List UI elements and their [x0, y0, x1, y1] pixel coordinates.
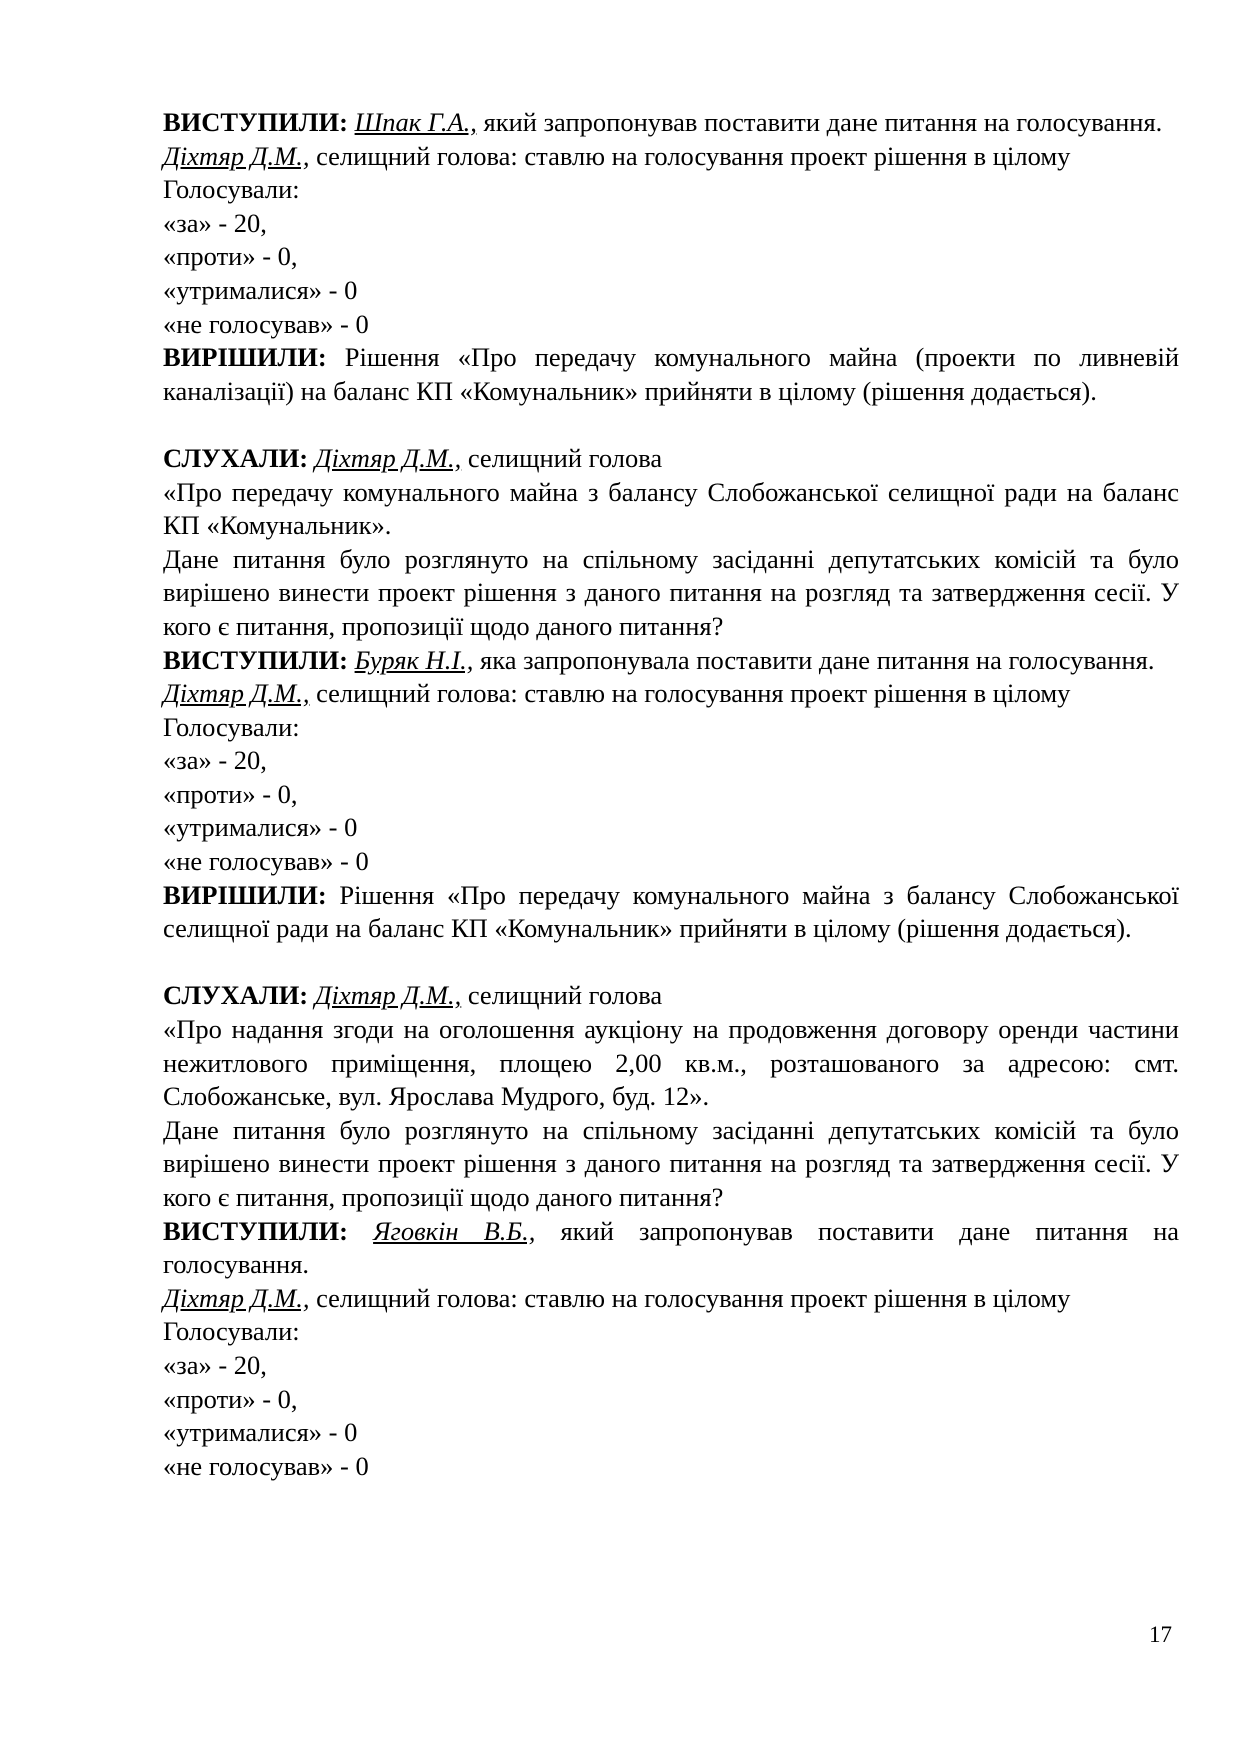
- topic-paragraph: «Про передачу комунального майна з балансу Слобожанської селищної ради на баланс КП «Комунальник».: [163, 476, 1179, 541]
- decision-text: Рішення «Про передачу комунального майна з балансу Слобожанської селищної ради на баланс КП «Комунальник» прийняти в цілому (рішення додається).: [163, 879, 1179, 944]
- page-number: 17: [1149, 1622, 1172, 1647]
- speaker-text: який запропонував поставити дане питання на голосування.: [476, 107, 1163, 137]
- speakers-paragraph: [163, 644, 1179, 678]
- heard-name: Діхтяр Д.М.,: [314, 442, 462, 473]
- chair-paragraph: [163, 1282, 1179, 1316]
- chair-text: селищний голова: ставлю на голосування проект рішення в цілому: [309, 140, 1071, 171]
- speakers-label: ВИСТУПИЛИ:: [163, 644, 348, 675]
- voted-label: Голосували:: [163, 174, 300, 205]
- chair-name: Діхтяр Д.М.,: [163, 1282, 310, 1313]
- speakers-paragraph: [163, 1215, 1179, 1282]
- heard-label: СЛУХАЛИ:: [163, 442, 309, 473]
- voted-label: Голосували:: [163, 711, 300, 742]
- vote-not-voted: «не голосував» - 0: [163, 846, 369, 877]
- vote-abstained: «утрималися» - 0: [163, 812, 358, 843]
- chair-paragraph: [163, 677, 1179, 711]
- vote-against: «проти» - 0,: [163, 778, 298, 809]
- heard-label: СЛУХАЛИ:: [163, 980, 309, 1011]
- speaker-text: яка запропонувала поставити дане питання на голосування.: [473, 644, 1155, 675]
- vote-for: «за» - 20,: [163, 1349, 267, 1380]
- chair-paragraph: [163, 140, 1179, 174]
- vote-for: «за» - 20,: [163, 207, 267, 238]
- vote-against: «проти» - 0,: [163, 1383, 298, 1414]
- vote-not-voted: «не голосував» - 0: [163, 308, 369, 339]
- section-spacer: [163, 946, 1179, 980]
- decision-paragraph: [163, 879, 1179, 946]
- heard-paragraph: [163, 979, 1179, 1013]
- heard-name: Діхтяр Д.М.,: [314, 980, 462, 1011]
- speaker-name: Буряк Н.І.,: [354, 644, 474, 675]
- chair-text: селищний голова: ставлю на голосування проект рішення в цілому: [309, 678, 1071, 709]
- decision-paragraph: [163, 341, 1179, 408]
- discussion-paragraph: Дане питання було розглянуто на спільному засіданні депутатських комісій та було вирішено винести проект рішення з даного питання на розгляд та затвердження сесії. У кого є питання, пропозиції щодо даного питання?: [163, 543, 1179, 641]
- decision-label: ВИРІШИЛИ:: [163, 342, 327, 373]
- vote-abstained: «утрималися» - 0: [163, 274, 358, 305]
- decision-text: Рішення «Про передачу комунального майна (проекти по ливневій каналізації) на баланс КП «Комунальник» прийняти в цілому (рішення додається).: [163, 342, 1179, 406]
- vote-against: «проти» - 0,: [163, 241, 298, 272]
- speakers-paragraph: [163, 106, 1179, 140]
- decision-label: ВИРІШИЛИ:: [163, 879, 327, 910]
- speakers-label: ВИСТУПИЛИ:: [163, 107, 348, 137]
- voted-label: Голосували:: [163, 1316, 300, 1347]
- chair-text: селищний голова: ставлю на голосування проект рішення в цілому: [309, 1282, 1071, 1313]
- discussion-paragraph: Дане питання було розглянуто на спільному засіданні депутатських комісій та було вирішено винести проект рішення з даного питання на розгляд та затвердження сесії. У кого є питання, пропозиції щодо даного питання?: [163, 1114, 1179, 1212]
- vote-not-voted: «не голосував» - 0: [163, 1450, 369, 1481]
- speaker-text: який запропонував поставити дане питання на голосування.: [163, 1215, 1180, 1280]
- topic-paragraph: «Про надання згоди на оголошення аукціону на продовження договору оренди частини нежитлового приміщення, площею 2,00 кв.м., розташованого за адресою: смт. Слобожанське, вул. Ярослава Мудрого, буд. 12».: [163, 1014, 1179, 1112]
- speaker-name: Шпак Г.А.,: [354, 107, 477, 137]
- speaker-name: Яговкін В.Б.,: [373, 1215, 536, 1246]
- heard-text: селищний голова: [461, 980, 663, 1011]
- document-page: [163, 106, 1179, 1483]
- vote-abstained: «утрималися» - 0: [163, 1417, 358, 1448]
- chair-name: Діхтяр Д.М.,: [163, 140, 310, 171]
- section-spacer: [163, 408, 1179, 442]
- speakers-label: ВИСТУПИЛИ:: [163, 1215, 348, 1246]
- chair-name: Діхтяр Д.М.,: [163, 678, 310, 709]
- heard-paragraph: [163, 442, 1179, 476]
- heard-text: селищний голова: [461, 442, 663, 473]
- vote-for: «за» - 20,: [163, 745, 267, 776]
